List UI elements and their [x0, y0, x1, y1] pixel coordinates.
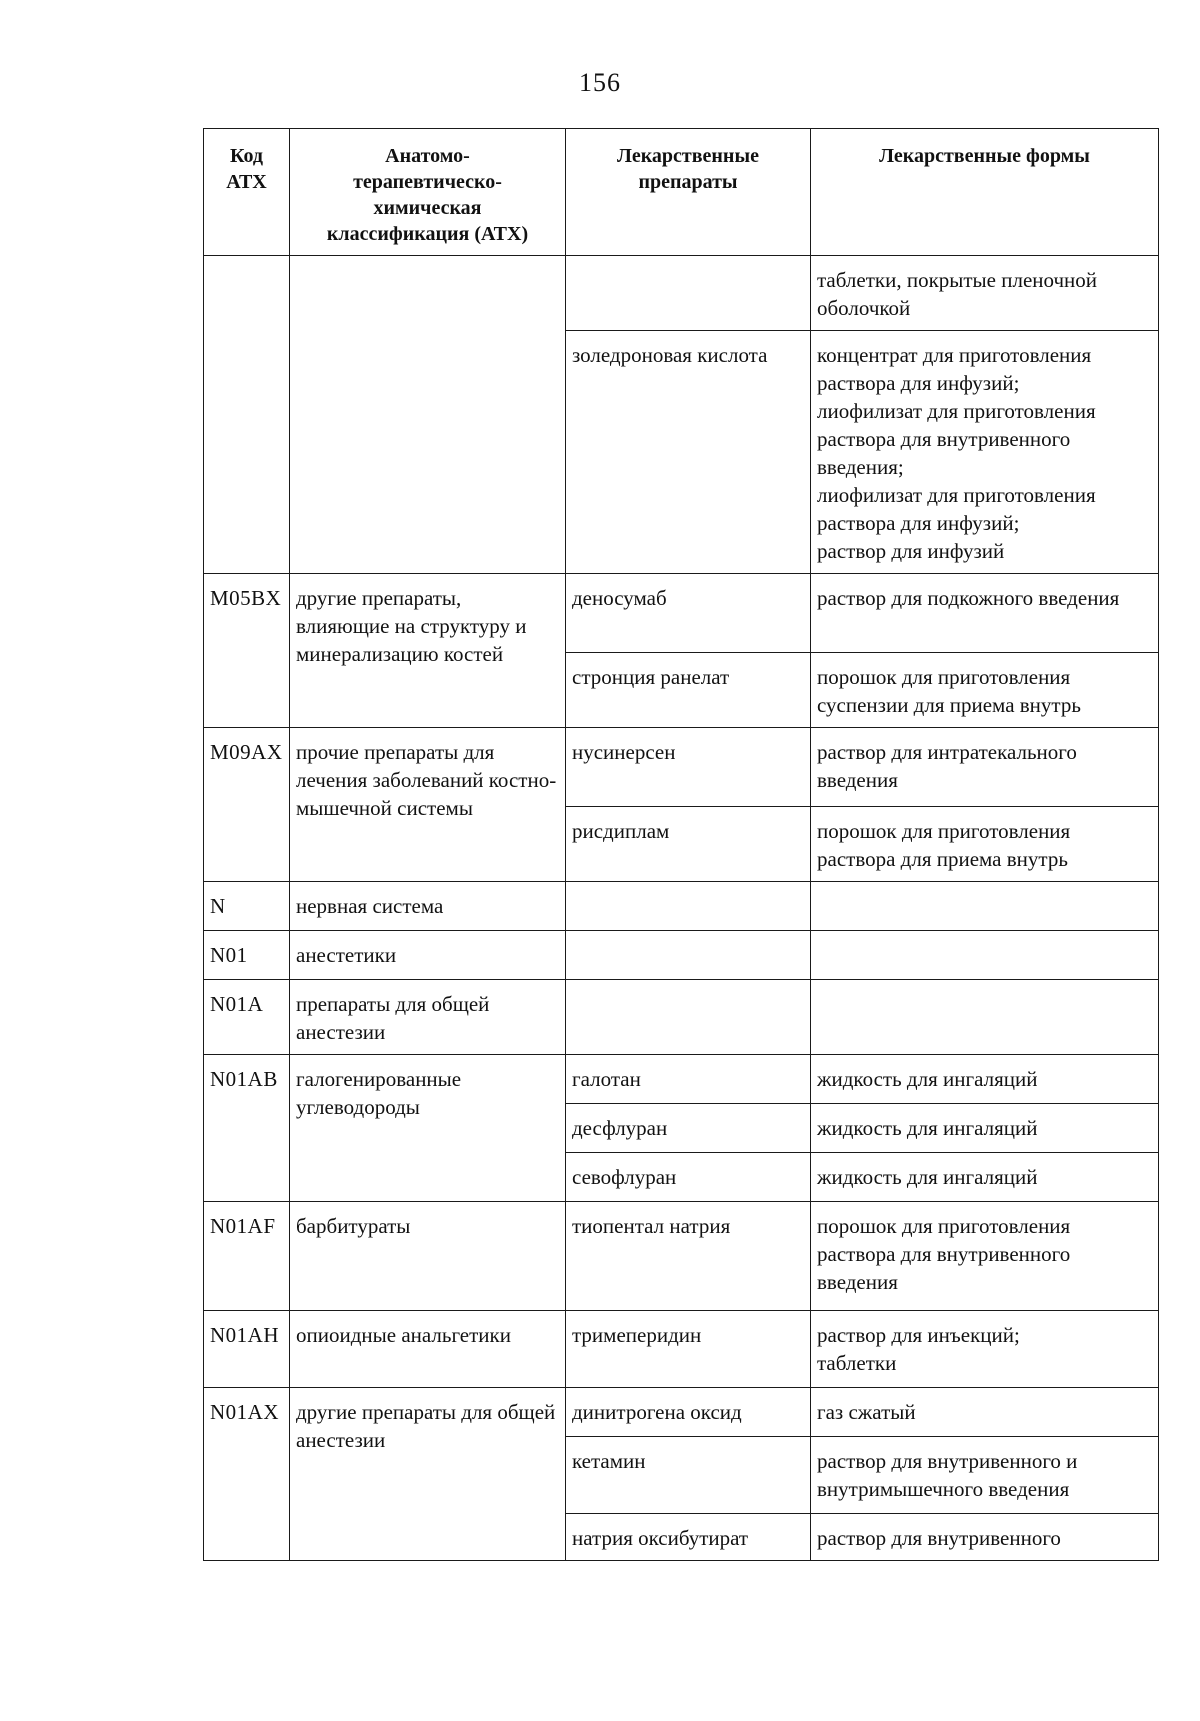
code-cell: M05BX — [204, 574, 290, 728]
drug-cell: динитрогена оксид — [566, 1388, 811, 1437]
header-classification: Анатомо- терапевтическо- химическая классификация (АТХ) — [290, 129, 566, 256]
drug-cell: стронция ранелат — [566, 653, 811, 728]
drug-cell: десфлуран — [566, 1104, 811, 1153]
code-cell: N01A — [204, 980, 290, 1055]
forms-cell: жидкость для ингаляций — [811, 1055, 1159, 1104]
table-row — [204, 728, 1159, 807]
drug-cell — [566, 882, 811, 931]
atx-table — [203, 128, 1159, 1561]
table-row — [204, 256, 1159, 331]
forms-cell: раствор для интратекального введения — [811, 728, 1159, 807]
drug-cell: рисдиплам — [566, 807, 811, 882]
drug-cell: галотан — [566, 1055, 811, 1104]
drug-cell — [566, 980, 811, 1055]
forms-cell: раствор для внутривенного — [811, 1514, 1159, 1561]
code-cell: N01 — [204, 931, 290, 980]
forms-cell: таблетки, покрытые пленочной оболочкой — [811, 256, 1159, 331]
forms-cell: раствор для подкожного введения — [811, 574, 1159, 653]
drug-cell: золедроновая кислота — [566, 331, 811, 574]
classification-cell: опиоидные анальгетики — [290, 1311, 566, 1388]
table-row — [204, 931, 1159, 980]
classification-cell: галогенированные углеводороды — [290, 1055, 566, 1202]
classification-cell: прочие препараты для лечения заболеваний костно-мышечной системы — [290, 728, 566, 882]
drug-cell: нусинерсен — [566, 728, 811, 807]
forms-cell: жидкость для ингаляций — [811, 1104, 1159, 1153]
page-number: 156 — [579, 68, 621, 97]
table-row — [204, 980, 1159, 1055]
forms-cell: концентрат для приготовления раствора для инфузий; лиофилизат для приготовления раствора для внутривенного введения; лиофилизат для приготовления раствора для инфузий; раствор для инфузий — [811, 331, 1159, 574]
forms-cell — [811, 931, 1159, 980]
drug-cell — [566, 256, 811, 331]
code-cell — [204, 256, 290, 574]
table-row — [204, 574, 1159, 653]
table-row — [204, 1055, 1159, 1104]
drug-cell: натрия оксибутират — [566, 1514, 811, 1561]
classification-cell: другие препараты для общей анестезии — [290, 1388, 566, 1561]
classification-cell — [290, 256, 566, 574]
forms-cell: раствор для внутривенного и внутримышечного введения — [811, 1437, 1159, 1514]
header-code: Код АТХ — [204, 129, 290, 256]
forms-cell — [811, 980, 1159, 1055]
classification-cell: барбитураты — [290, 1202, 566, 1311]
header-row — [204, 129, 1159, 256]
drug-cell: тиопентал натрия — [566, 1202, 811, 1311]
forms-cell: порошок для приготовления суспензии для приема внутрь — [811, 653, 1159, 728]
drug-cell: тримеперидин — [566, 1311, 811, 1388]
code-cell: M09AX — [204, 728, 290, 882]
code-cell: N01AF — [204, 1202, 290, 1311]
code-cell: N01AB — [204, 1055, 290, 1202]
drug-cell — [566, 931, 811, 980]
forms-cell: порошок для приготовления раствора для приема внутрь — [811, 807, 1159, 882]
drug-cell: севофлуран — [566, 1153, 811, 1202]
forms-cell: раствор для инъекций; таблетки — [811, 1311, 1159, 1388]
classification-cell: другие препараты, влияющие на структуру и минерализацию костей — [290, 574, 566, 728]
code-cell: N01AX — [204, 1388, 290, 1561]
code-cell: N — [204, 882, 290, 931]
table-row — [204, 1202, 1159, 1311]
header-drugs: Лекарственные препараты — [566, 129, 811, 256]
table-row — [204, 882, 1159, 931]
table-row — [204, 1388, 1159, 1437]
drug-cell: кетамин — [566, 1437, 811, 1514]
classification-cell: нервная система — [290, 882, 566, 931]
code-cell: N01AH — [204, 1311, 290, 1388]
table-row — [204, 1311, 1159, 1388]
forms-cell: газ сжатый — [811, 1388, 1159, 1437]
classification-cell: анестетики — [290, 931, 566, 980]
classification-cell: препараты для общей анестезии — [290, 980, 566, 1055]
header-forms: Лекарственные формы — [811, 129, 1159, 256]
forms-cell — [811, 882, 1159, 931]
drug-cell: деносумаб — [566, 574, 811, 653]
forms-cell: жидкость для ингаляций — [811, 1153, 1159, 1202]
forms-cell: порошок для приготовления раствора для внутривенного введения — [811, 1202, 1159, 1311]
